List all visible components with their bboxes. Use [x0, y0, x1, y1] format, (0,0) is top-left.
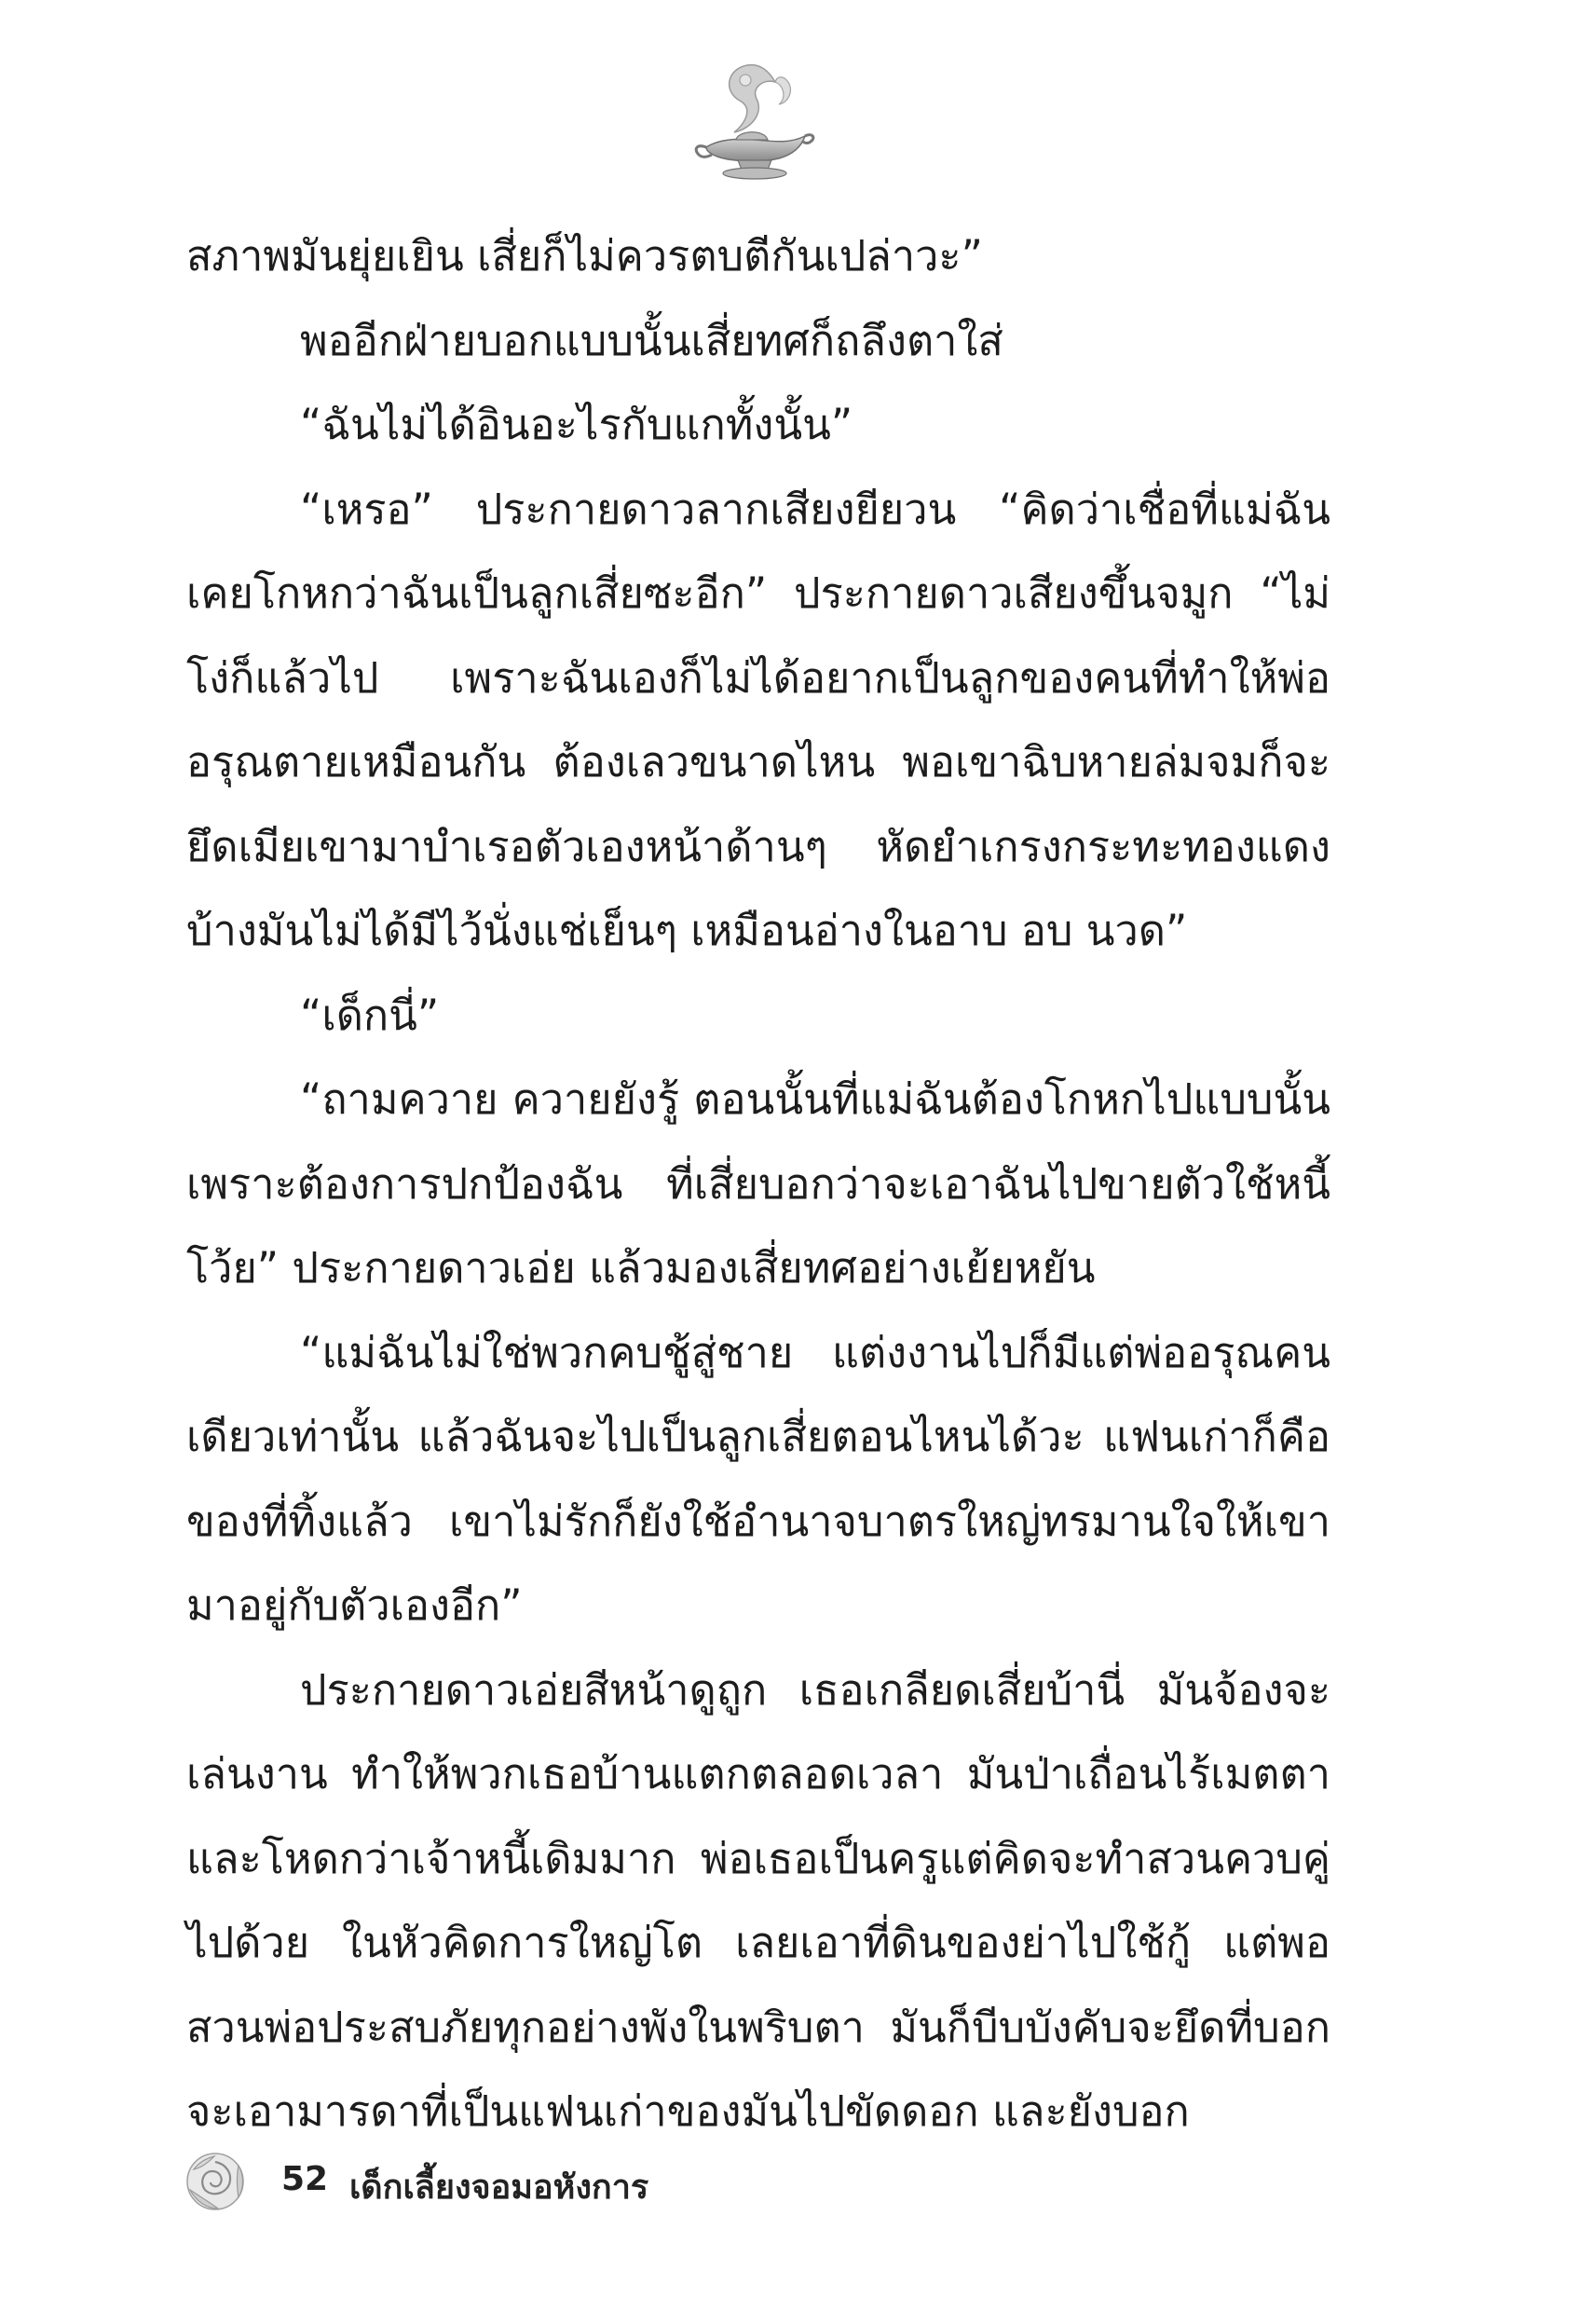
book-title: เด็กเลี้ยงจอมอหังการ [349, 2168, 649, 2207]
page-number: 52 [281, 2160, 329, 2198]
paragraph: “แม่ฉันไม่ใช่พวกคบชู้สู่ชาย แต่งงานไปก็มีแต่พ่ออรุณคนเดียวเท่านั้น แล้วฉันจะไปเป็นลูกเสี่ยตอนไหนได้วะ แฟนเก่าก็คือของที่ทิ้งแล้ว เขาไม่รักก็ยังใช้อำนาจบาตรใหญ่ทรมานใจให้เขามาอยู่กับตัวเองอีก” [186, 1327, 1330, 1630]
paragraph: “เด็กนี่” [300, 990, 440, 1040]
paragraph: “เหรอ” ประกายดาวลากเสียงยียวน “คิดว่าเชื่อที่แม่ฉันเคยโกหกว่าฉันเป็นลูกเสี่ยซะอีก” ประกายดาวเสียงขึ้นจมูก “ไม่โง่ก็แล้วไป เพราะฉันเองก็ไม่ได้อยากเป็นลูกของคนที่ทำให้พ่ออรุณตายเหมือนกัน ต้องเลวขนาดไหน พอเขาฉิบหายล่มจมก็จะยึดเมียเขามาบำเรอตัวเองหน้าด้านๆ หัดยำเกรงกระทะทองแดงบ้างมันไม่ได้มีไว้นั่งแช่เย็นๆ เหมือนอ่างในอาบ อบ นวด” [186, 484, 1330, 955]
genie-lamp-icon [689, 58, 820, 198]
paragraph: “ฉันไม่ได้อินอะไรกับแกทั้งนั้น” [300, 400, 853, 449]
body-text [186, 214, 1330, 2154]
page-footer [177, 2143, 1016, 2227]
paragraph: ประกายดาวเอ่ยสีหน้าดูถูก เธอเกลียดเสี่ยบ้านี่ มันจ้องจะเล่นงาน ทำให้พวกเธอบ้านแตกตลอดเวลา มันป่าเถื่อนไร้เมตตาและโหดกว่าเจ้าหนี้เดิมมาก พ่อเธอเป็นครูแต่คิดจะทำสวนควบคู่ไปด้วย ในหัวคิดการใหญ่โต เลยเอาที่ดินของย่าไปใช้กู้ แต่พอสวนพ่อประสบภัยทุกอย่างพังในพริบตา มันก็บีบบังคับจะยึดที่บอกจะเอามารดาที่เป็นแฟนเก่าของมันไปขัดดอก และยังบอก [186, 1664, 1330, 2136]
paragraph: “ถามควาย ควายยังรู้ ตอนนั้นที่แม่ฉันต้องโกหกไปแบบนั้นเพราะต้องการปกป้องฉัน ที่เสี่ยบอกว่าจะเอาฉันไปขายตัวใช้หนี้โว้ย” ประกายดาวเอ่ย แล้วมองเสี่ยทศอย่างเย้ยหยัน [186, 1074, 1330, 1292]
rose-icon [177, 2143, 253, 2220]
paragraph: สภาพมันยุ่ยเยิน เสี่ยก็ไม่ควรตบตีกันเปล่าวะ” [186, 231, 983, 280]
paragraph: พออีกฝ่ายบอกแบบนั้นเสี่ยทศก็ถลึงตาใส่ [300, 315, 1003, 365]
